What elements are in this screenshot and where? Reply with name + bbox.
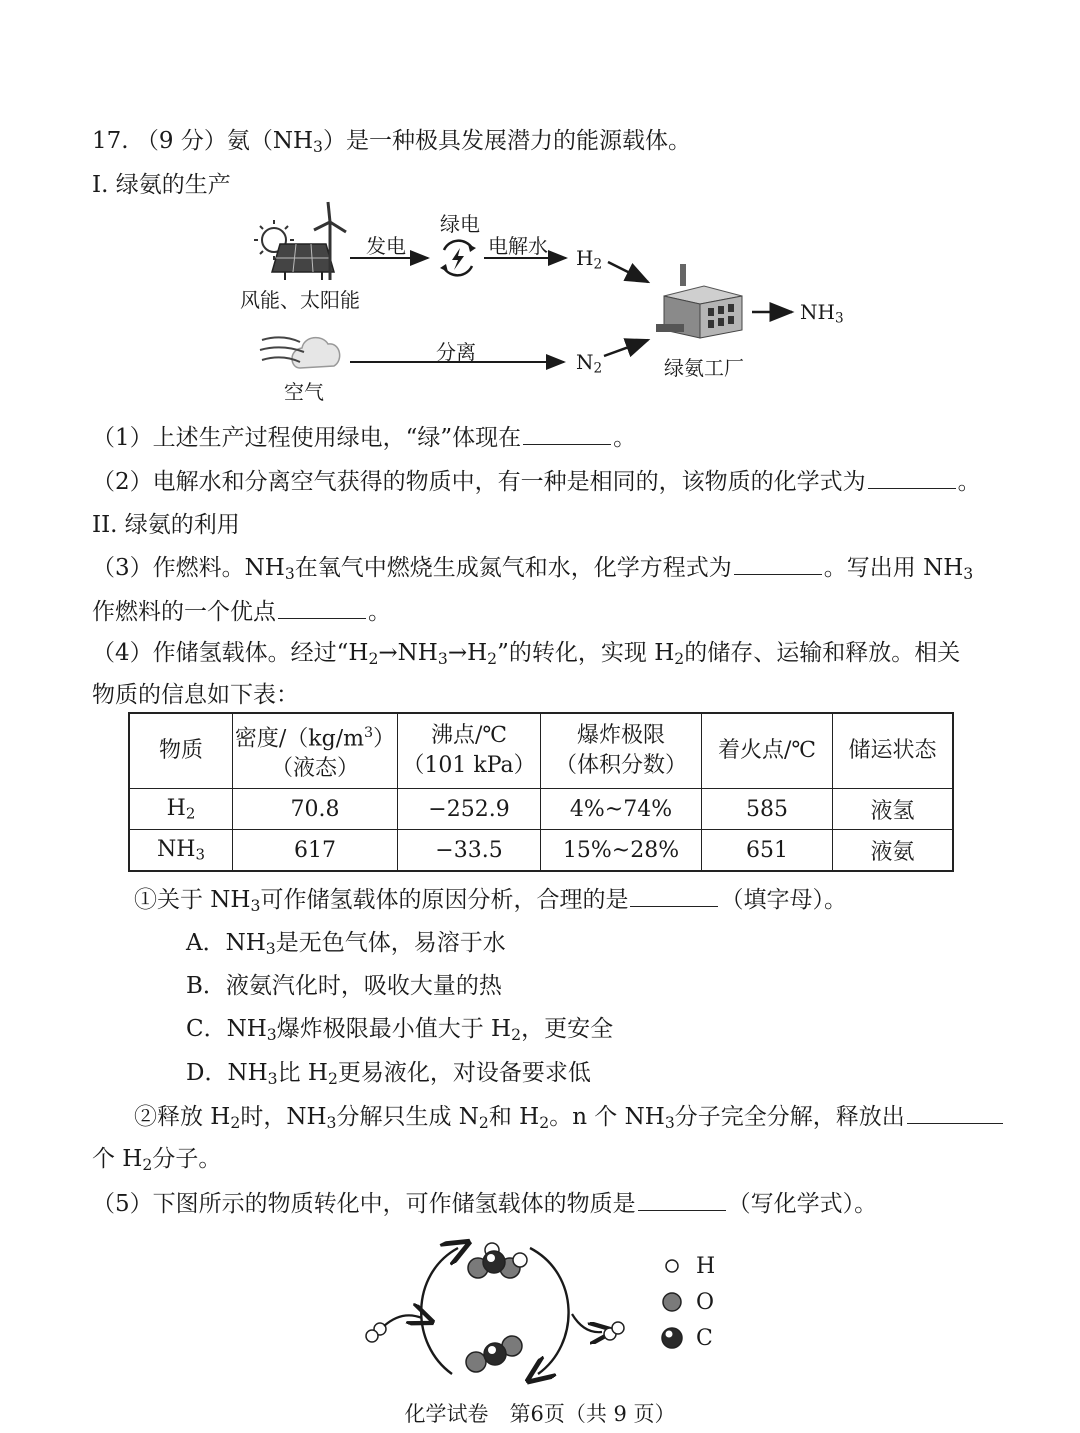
legend-o-label: O xyxy=(696,1290,715,1315)
answer-blank-4-1[interactable] xyxy=(630,884,718,907)
section-title-utilization: II. 绿氨的利用 xyxy=(92,512,240,538)
green-power-icon xyxy=(440,241,476,276)
question-4-line2: 物质的信息如下表： xyxy=(92,682,299,708)
col-density: 密度$/(kg/m^3)$ （液态） xyxy=(233,713,398,789)
legend-carbon-icon xyxy=(662,1328,682,1348)
arrow-n2-factory xyxy=(604,340,648,356)
legend-symbols xyxy=(662,1260,682,1348)
label-nh3-output: $NH_3$ xyxy=(800,300,844,327)
label-h2: $H_2$ xyxy=(576,246,603,273)
answer-blank-4-2[interactable] xyxy=(907,1101,1003,1124)
option-a[interactable]: A．$NH_3$是无色气体，易溶于水 xyxy=(186,930,506,958)
arrow-h2-in xyxy=(384,1315,422,1326)
legend-oxygen-icon xyxy=(663,1293,681,1311)
col-explosion-limit: 爆炸极限 （体积分数） xyxy=(541,713,702,789)
label-generate: 发电 xyxy=(366,234,406,258)
answer-blank-3b[interactable] xyxy=(278,596,366,619)
answer-blank-5[interactable] xyxy=(638,1188,726,1211)
label-wind-solar: 风能、太阳能 xyxy=(240,288,360,312)
question-4-1: ①关于 $NH_3$可作储氢载体的原因分析，合理的是 （填字母）。 xyxy=(134,884,847,921)
molecule-cycle-diagram xyxy=(340,1234,780,1392)
question-4-line1: （4）作储氢载体。经过“$H_2\to NH_3\to H_2$”的转化，实现 $H_2$的储存、运输和释放。相关 xyxy=(92,640,961,668)
question-intro: 17. （9 分）氨$(NH_3)$是一种极具发展潜力的能源载体。 xyxy=(92,128,691,156)
question-3-line1: （3）作燃料。$NH_3$在氧气中燃烧生成氮气和水，化学方程式为 。写出用 $NH_3$ xyxy=(92,552,973,589)
arrow-h2-out xyxy=(572,1314,602,1332)
properties-table xyxy=(128,712,954,872)
solar-panel-icon xyxy=(272,244,334,280)
legend-hydrogen-icon xyxy=(666,1260,678,1272)
legend-h-label: H xyxy=(696,1254,716,1279)
hydrogen-molecule-out xyxy=(604,1322,624,1340)
label-air: 空气 xyxy=(284,380,324,404)
col-ignition-point: 着火点/℃ xyxy=(702,713,833,789)
col-storage-state: 储运状态 xyxy=(833,713,954,789)
question-number: 17. xyxy=(92,128,129,154)
answer-blank-3a[interactable] xyxy=(734,552,822,575)
page-footer: 化学试卷 第6页（共 9 页） xyxy=(404,1402,676,1426)
label-factory: 绿氨工厂 xyxy=(664,356,744,380)
question-1: （1）上述生产过程使用绿电，“绿”体现在 。 xyxy=(92,422,636,453)
legend-c-label: C xyxy=(696,1326,713,1351)
option-d[interactable]: D．$NH_3$比 $H_2$更易液化，对设备要求低 xyxy=(186,1060,591,1088)
col-substance: 物质 xyxy=(129,713,233,789)
question-2: （2）电解水和分离空气获得的物质中，有一种是相同的，该物质的化学式为 。 xyxy=(92,466,981,497)
table-row: $H_2$ 70.8 −252.9 4%~74% 585 液氢 xyxy=(129,789,953,830)
question-5: （5）下图所示的物质转化中，可作储氢载体的物质是 （写化学式）。 xyxy=(92,1188,877,1219)
arrow-h2-factory xyxy=(608,262,648,282)
cycle-arrow-down xyxy=(530,1248,569,1374)
label-electrolysis: 电解水 xyxy=(488,234,548,258)
option-b[interactable]: B．液氨汽化时，吸收大量的热 xyxy=(186,973,502,999)
answer-blank-1[interactable] xyxy=(523,422,611,445)
col-boiling-point: 沸点/℃ （101 kPa） xyxy=(398,713,541,789)
question-4-2-line1: ②释放 $H_2$时，$NH_3$分解只生成 $N_2$和 $H_2$。n 个 $NH_3$分子完全分解，释放出 xyxy=(134,1101,1005,1138)
question-4-2-line2: 个 $H_2$分子。 xyxy=(92,1146,222,1174)
label-green-power: 绿电 xyxy=(440,212,480,236)
label-separate: 分离 xyxy=(436,340,476,364)
hydrogen-molecule-in xyxy=(366,1323,386,1342)
air-cloud-icon xyxy=(260,337,340,368)
question-3-line2: 作燃料的一个优点 。 xyxy=(92,596,391,627)
label-n2: $N_2$ xyxy=(576,350,603,377)
formic-acid-molecule xyxy=(468,1243,527,1278)
cycle-arrow-up xyxy=(421,1248,458,1374)
option-c[interactable]: C．$NH_3$爆炸极限最小值大于 $H_2$，更安全 xyxy=(186,1016,614,1044)
section-title-production: I. 绿氨的生产 xyxy=(92,172,231,198)
carbon-dioxide-molecule xyxy=(466,1336,522,1372)
answer-blank-2[interactable] xyxy=(868,466,956,489)
question-score: （9 分） xyxy=(135,128,227,154)
table-row: $NH_3$ 617 −33.5 15%~28% 651 液氨 xyxy=(129,830,953,872)
production-diagram xyxy=(0,200,1080,410)
factory-icon xyxy=(656,264,742,338)
